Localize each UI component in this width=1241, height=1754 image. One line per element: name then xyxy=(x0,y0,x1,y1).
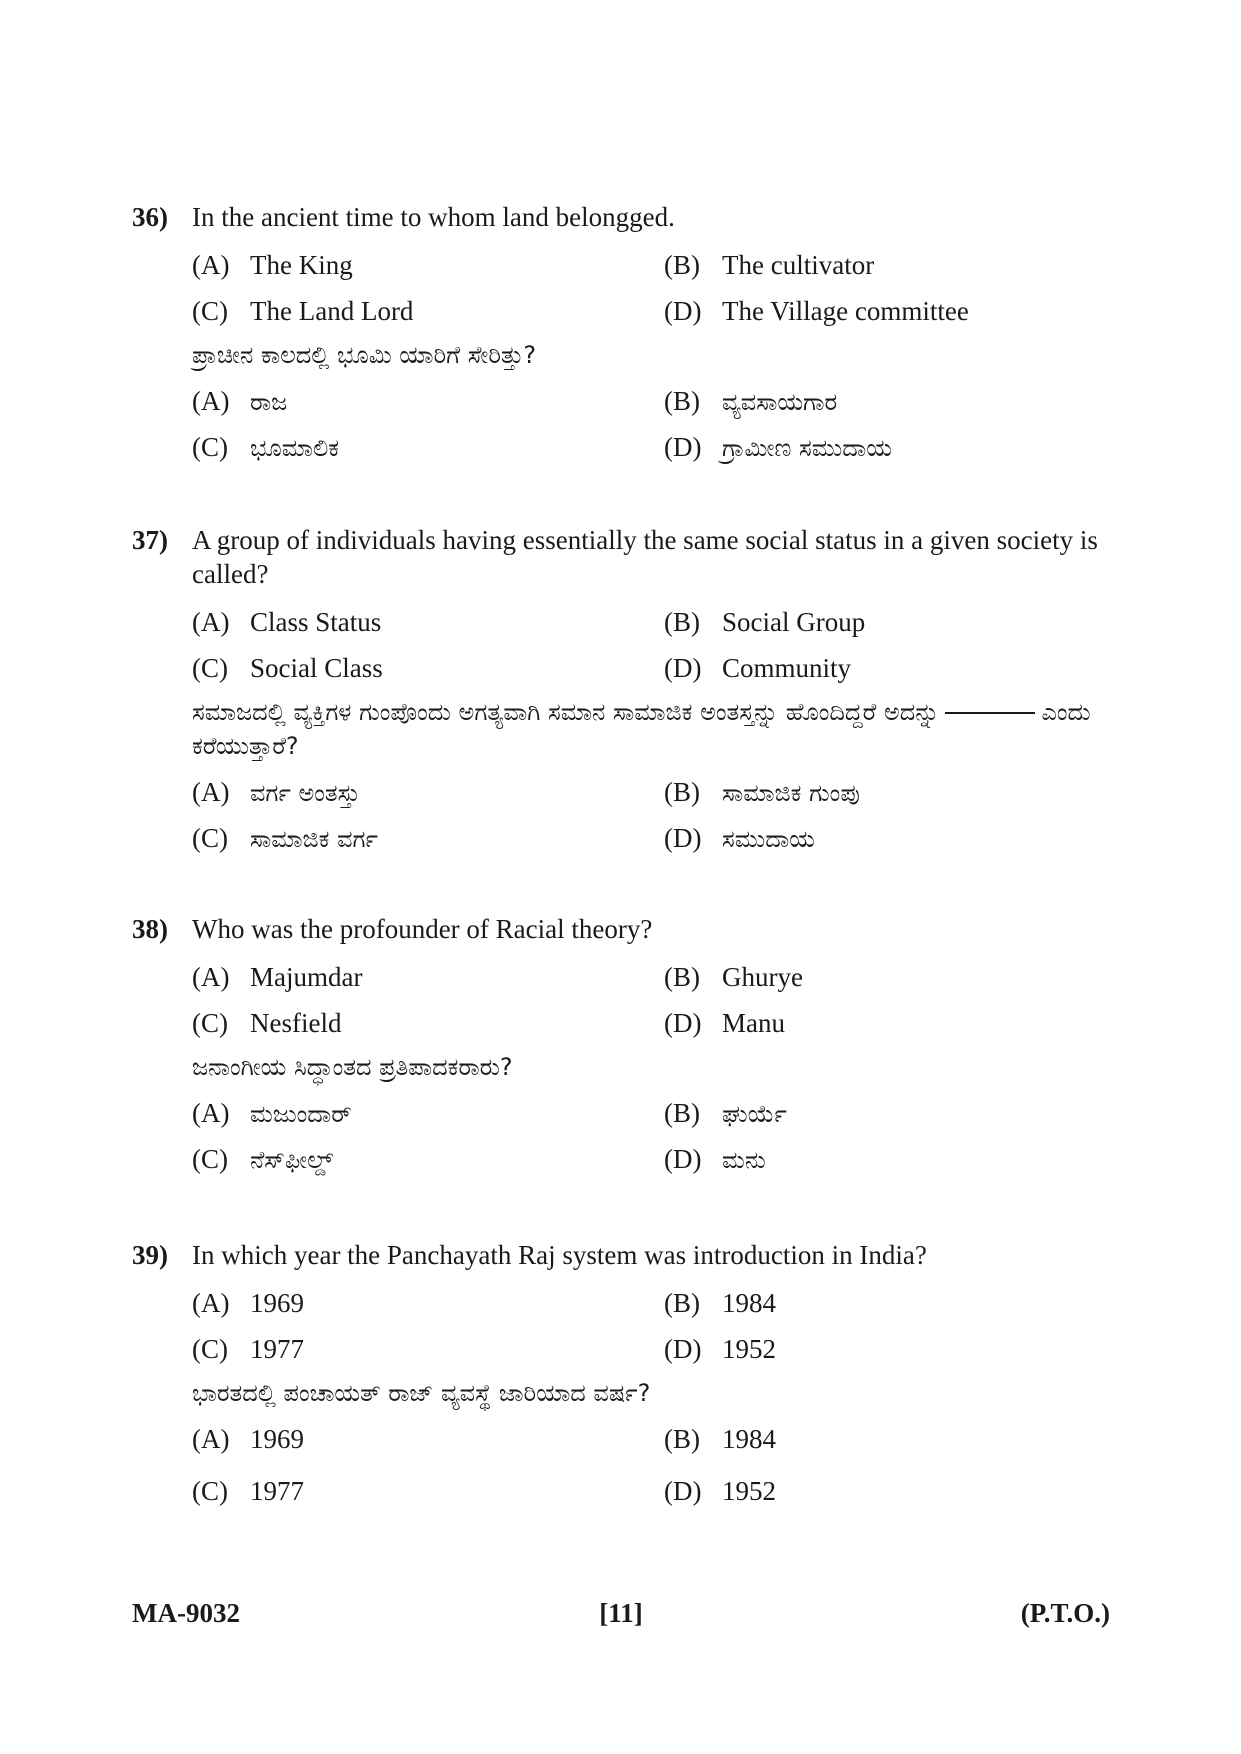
page-footer xyxy=(132,1598,1110,1632)
paper-code: MA-9032 xyxy=(132,1598,240,1628)
question-text-english: Who was the profounder of Racial theory? xyxy=(192,914,653,944)
option-a: (A) Class Status xyxy=(192,607,382,637)
question-number: 36) xyxy=(132,202,168,232)
english-options xyxy=(192,954,1122,1046)
option-c-kannada: (C) ಭೂಮಾಲಿಕ xyxy=(192,432,340,462)
please-turn-over: (P.T.O.) xyxy=(1020,1598,1110,1628)
option-c: (C) Nesfield xyxy=(192,1008,342,1038)
question-text-kannada: ಪ್ರಾಚೀನ ಕಾಲದಲ್ಲಿ ಭೂಮಿ ಯಾರಿಗೆ ಸೇರಿತ್ತು? xyxy=(192,341,537,369)
kannada-options xyxy=(192,1416,1122,1514)
question-text-kannada: ಭಾರತದಲ್ಲಿ ಪಂಚಾಯತ್ ರಾಜ್ ವ್ಯವಸ್ಥೆ ಜಾರಿಯಾದ ವರ್ಷ? xyxy=(192,1379,651,1407)
option-a: (A) Majumdar xyxy=(192,962,363,992)
option-d-kannada: (D) 1952 xyxy=(664,1476,776,1506)
english-options xyxy=(192,599,1122,691)
english-options xyxy=(192,1280,1122,1372)
option-a: (A) 1969 xyxy=(192,1288,304,1318)
option-d-kannada: (D) ಸಮುದಾಯ xyxy=(664,823,815,853)
option-b-kannada: (B) 1984 xyxy=(664,1424,776,1454)
kannada-text-after-blank: ಎಂದು ಕರೆಯುತ್ತಾರೆ? xyxy=(192,698,1091,760)
question-text-english: In which year the Panchayath Raj system was introduction in India? xyxy=(192,1240,927,1270)
option-a-kannada: (A) ರಾಜ xyxy=(192,386,288,416)
question-text-kannada xyxy=(192,691,1122,769)
option-d: (D) 1952 xyxy=(664,1334,776,1364)
option-c-kannada: (C) 1977 xyxy=(192,1476,304,1506)
question-text-english: A group of individuals having essentially the same social status in a given society is called? xyxy=(192,525,1098,589)
option-d-kannada: (D) ಗ್ರಾಮೀಣ ಸಮುದಾಯ xyxy=(664,432,892,462)
question-36 xyxy=(132,200,1122,470)
kannada-options xyxy=(192,1090,1122,1182)
question-39 xyxy=(132,1238,1122,1514)
kannada-options xyxy=(192,769,1122,861)
option-d-kannada: (D) ಮನು xyxy=(664,1144,766,1174)
option-b: (B) 1984 xyxy=(664,1288,776,1318)
option-b: (B) Social Group xyxy=(664,607,866,637)
option-a-kannada: (A) ಮಜುಂದಾರ್ xyxy=(192,1098,352,1128)
question-number: 39) xyxy=(132,1240,168,1270)
option-a-kannada: (A) 1969 xyxy=(192,1424,304,1454)
option-b-kannada: (B) ಘುರ್ಯೆ xyxy=(664,1098,787,1128)
option-b-kannada: (B) ವ್ಯವಸಾಯಗಾರ xyxy=(664,386,838,416)
question-line xyxy=(132,200,1122,234)
answer-blank xyxy=(945,712,1035,714)
page-number: [11] xyxy=(599,1598,643,1628)
question-line xyxy=(132,1238,1122,1272)
english-options xyxy=(192,242,1122,334)
question-number: 38) xyxy=(132,914,168,944)
question-text-english: In the ancient time to whom land belongged. xyxy=(192,202,675,232)
question-line xyxy=(132,912,1122,946)
option-b-kannada: (B) ಸಾಮಾಜಿಕ ಗುಂಪು xyxy=(664,777,860,807)
option-c-kannada: (C) ನೆಸ್‌ಫೀಲ್ಡ್ xyxy=(192,1144,334,1174)
option-a-kannada: (A) ವರ್ಗ ಅಂತಸ್ತು xyxy=(192,777,361,807)
kannada-text-before-blank: ಸಮಾಜದಲ್ಲಿ ವ್ಯಕ್ತಿಗಳ ಗುಂಪೊಂದು ಅಗತ್ಯವಾಗಿ ಸಮಾನ ಸಾಮಾಜಿಕ ಅಂತಸ್ತನ್ನು ಹೊಂದಿದ್ದರೆ ಅದನ್ನು xyxy=(192,698,940,726)
option-c: (C) The Land Lord xyxy=(192,296,414,326)
option-d: (D) Community xyxy=(664,653,852,683)
option-a: (A) The King xyxy=(192,250,353,280)
option-b: (B) Ghurye xyxy=(664,962,803,992)
option-c: (C) Social Class xyxy=(192,653,383,683)
question-38 xyxy=(132,912,1122,1182)
kannada-options xyxy=(192,378,1122,470)
option-d: (D) Manu xyxy=(664,1008,785,1038)
option-d: (D) The Village committee xyxy=(664,296,969,326)
question-number: 37) xyxy=(132,525,168,555)
question-text-kannada: ಜನಾಂಗೀಯ ಸಿದ್ಧಾಂತದ ಪ್ರತಿಪಾದಕರಾರು? xyxy=(192,1053,513,1081)
option-b: (B) The cultivator xyxy=(664,250,875,280)
option-c: (C) 1977 xyxy=(192,1334,304,1364)
question-37 xyxy=(132,523,1122,861)
option-c-kannada: (C) ಸಾಮಾಜಿಕ ವರ್ಗ xyxy=(192,823,378,853)
question-line xyxy=(132,523,1122,591)
